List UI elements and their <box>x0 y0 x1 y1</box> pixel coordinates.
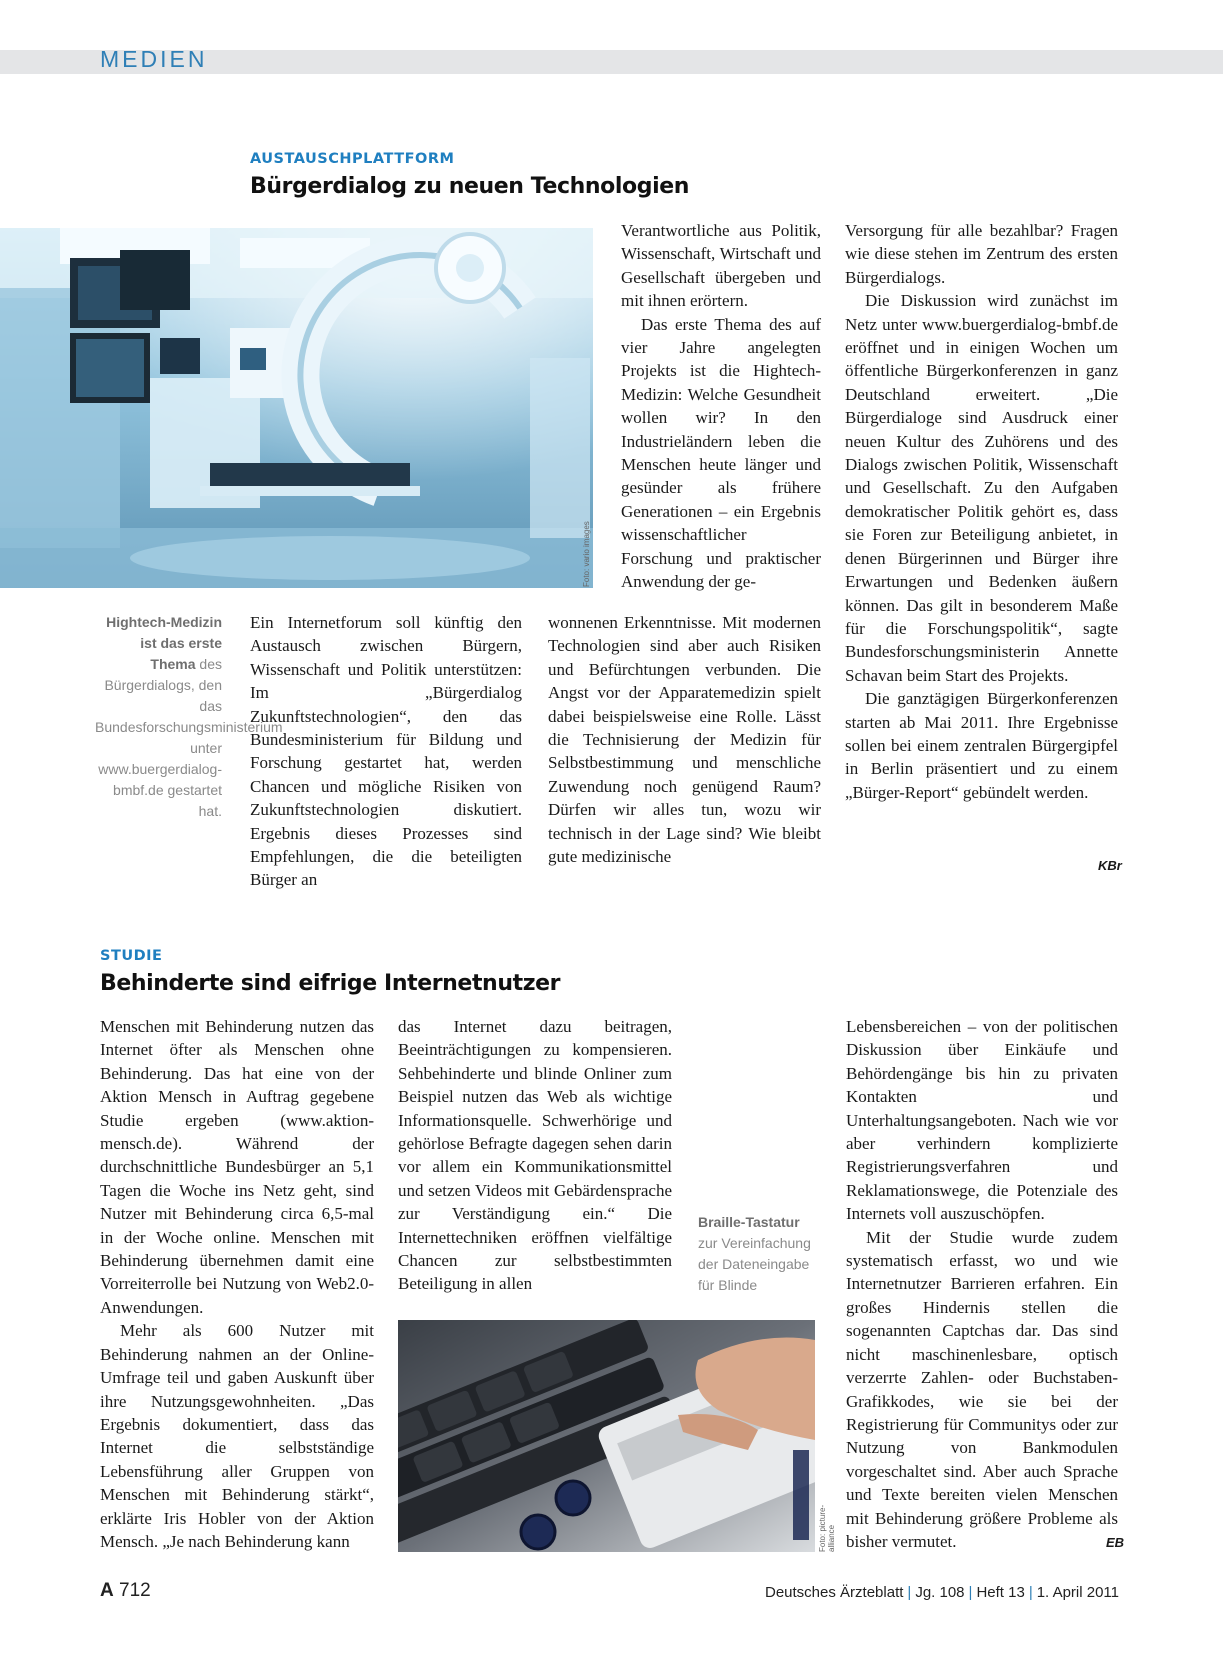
journal-volume: Jg. 108 <box>915 1584 965 1601</box>
article1-paragraph: wonnenen Erkenntnisse. Mit modernen Technologien sind aber auch Risiken und Befürchtungen verbunden. Die Angst vor der Apparatemedizin spielt dabei beispielsweise eine Rolle. Lässt die Technisierung der Medizin für Selbstbestimmung und menschliche Zuwendung noch genügend Raum? Dürfen wir alles tun, wozu wir technisch in der Lage sind? Wie bleibt gute medizinische <box>548 613 821 867</box>
article2-paragraph: das Internet dazu beitragen, Beeinträchtigungen zu kompensieren. Sehbehinderte und blinde Onliner zum Beispiel nutzen das Web als wichtige Informationsquelle. Schwerhörige und gehörlose Befragte dagegen sehen darin vor allem ein Kommunikationsmittel und setzen Videos mit Gebärdensprache zur Verständigung ein.“ Die Internettechniken eröffnen vielfältige Chancen zur selbstbestimmten Beteiligung in allen <box>398 1017 672 1294</box>
page-number-value: 712 <box>119 1580 151 1601</box>
journal-name: Deutsches Ärzteblatt <box>765 1584 904 1601</box>
article1-column-3 <box>845 219 1118 804</box>
article2-paragraph: Menschen mit Behinderung nutzen das Internet öfter als Menschen ohne Behinderung. Das hat eine von der Aktion Mensch in Auftrag gegebene Studie ergeben (www.aktion-mensch.de). Während der durchschnittliche Bundesbürger an 5,1 Tagen die Woche ins Netz geht, sind Nutzer mit Behinderung circa 6,5-mal in der Woche online. Menschen mit Behinderung übernehmen damit eine Vorreiterrolle bei Nutzung von Web2.0-Anwendungen. <box>100 1017 374 1317</box>
caption-text: zur Vereinfachung der Dateneingabe für Blinde <box>698 1235 811 1293</box>
page-number <box>100 1580 151 1602</box>
article2-paragraph: Mehr als 600 Nutzer mit Behinderung nahmen an der Online-Umfrage teil und gaben Auskunft über ihre Nutzungsgewohnheiten. „Das Ergebnis dokumentiert, dass das Internet die selbstständige Lebensführung aller Gruppen von Menschen mit Behinderung stärkt“, erklärte Iris Hobler von der Aktion Mensch. „Je nach Behinderung kann <box>100 1321 374 1551</box>
article2-column-3 <box>846 1015 1118 1553</box>
article2-column-2 <box>398 1015 672 1296</box>
article1-paragraph: Ein Internetforum soll künftig den Austausch zwischen Bürgern, Wissenschaft und Politik unterstützen: Im „Bürgerdialog Zukunftstechnologien“, den das Bundesministerium für Bildung und Forschung gestartet hat, werden Chancen und mögliche Risiken von Zukunftstechnologien diskutiert. Ergebnis dieses Prozesses sind Empfehlungen, die die beteiligten Bürger an <box>250 613 522 890</box>
photo-credit: Foto: vario images <box>582 521 591 587</box>
operating-room-photo <box>0 228 593 588</box>
article1-headline: Bürgerdialog zu neuen Technologien <box>250 174 690 199</box>
article2-headline: Behinderte sind eifrige Internetnutzer <box>100 971 561 996</box>
article1-paragraph: Die ganztägigen Bürgerkonferenzen starten ab Mai 2011. Ihre Ergebnisse sollen bei einem zentralen Bürgergipfel in Berlin präsentiert und zu einem „Bürger-Report“ gebündelt werden. <box>845 689 1118 802</box>
article1-paragraph: Verantwortliche aus Politik, Wissenschaft, Wirtschaft und Gesellschaft übergeben und mit ihnen erörtern. <box>621 221 821 311</box>
journal-date: 1. April 2011 <box>1036 1584 1119 1601</box>
article1-column-2-bottom <box>548 611 821 868</box>
article2-kicker: STUDIE <box>100 948 163 964</box>
article1-kicker: AUSTAUSCHPLATTFORM <box>250 151 455 167</box>
journal-issue: Heft 13 <box>976 1584 1025 1601</box>
article1-column-1 <box>250 611 522 892</box>
caption-bold: Braille-Tastatur <box>698 1214 800 1230</box>
article2-paragraph: Lebensbereichen – von der politischen Diskussion über Einkäufe und Behördengänge bis hin zu privaten Kontakten und Unterhaltungsangeboten. Nach wie vor aber verhindern komplizierte Registrierungsverfahren und Reklamationswege, die Potenziale des Internets voll auszuschöpfen. <box>846 1017 1118 1224</box>
section-label: MEDIEN <box>100 46 208 72</box>
caption-text: des Bürgerdialogs, den das Bundesforschungsministerium unter www.buergerdialog-bmbf.de gestartet hat. <box>95 656 283 819</box>
keyboard-photo-caption <box>698 1212 823 1296</box>
article1-paragraph: Das erste Thema des auf vier Jahre angelegten Projekts ist die Hightech-Medizin: Welche Gesundheit wollen wir? In den Industrieländern leben die Menschen heute länger und gesünder als frühere Generationen – ein Ergebnis wissenschaftlicher Forschung und praktischer Anwendung der ge- <box>621 314 821 592</box>
article1-signature: KBr <box>1098 858 1122 873</box>
article2-paragraph: Mit der Studie wurde zudem systematisch erfasst, wo und wie Internetnutzer Barrieren erfahren. Ein großes Hindernis stellen die sogenannten Captchas dar. Das sind nicht maschinenlesbare, optisch verzerrte Zahlen- oder Buchstaben-Grafikkodes, wie sie bei der Registrierung für Communitys oder zur Nutzung von Bankmodulen vorgeschaltet sind. Aber auch Sprache und Texte bereiten vielen Menschen mit Behinderung größere Probleme als bisher vermutet. <box>846 1227 1118 1551</box>
keyboard-photo-credit: Foto: picture-alliance <box>818 1504 836 1552</box>
photo-caption <box>95 612 283 822</box>
article1-paragraph: Die Diskussion wird zunächst im Netz unter www.buergerdialog-bmbf.de eröffnet und in einigen Wochen um öffentliche Bürgerkonferenzen in ganz Deutschland erweitert. „Die Bürgerdialoge sind Ausdruck einer neuen Kultur des Zuhörens und des Dialogs zwischen Politik, Wissenschaft und Gesellschaft. Zu den Aufgaben demokratischer Politik gehört es, dass sie Foren zur Beteiligung anbietet, in denen Bürgerinnen und Bürger ihre Erwartungen und Bedenken äußern können. Das gilt in besonderem Maße für die Forschungspolitik“, sagte Bundesforschungsministerin Annette Schavan beim Start des Projekts. <box>845 291 1118 685</box>
article2-column-1 <box>100 1015 374 1553</box>
journal-info: Deutsches Ärzteblatt | Jg. 108 | Heft 13 | 1. April 2011 <box>765 1584 1119 1601</box>
article1-paragraph: Versorgung für alle bezahlbar? Fragen wie diese stehen im Zentrum des ersten Bürgerdialogs. <box>845 221 1118 287</box>
article1-column-2-top <box>621 219 821 594</box>
caption-bold: Hightech-Medizin ist das erste Thema <box>106 614 222 672</box>
page-prefix: A <box>100 1580 114 1601</box>
article2-signature: EB <box>1106 1535 1125 1550</box>
braille-keyboard-photo <box>398 1320 815 1552</box>
